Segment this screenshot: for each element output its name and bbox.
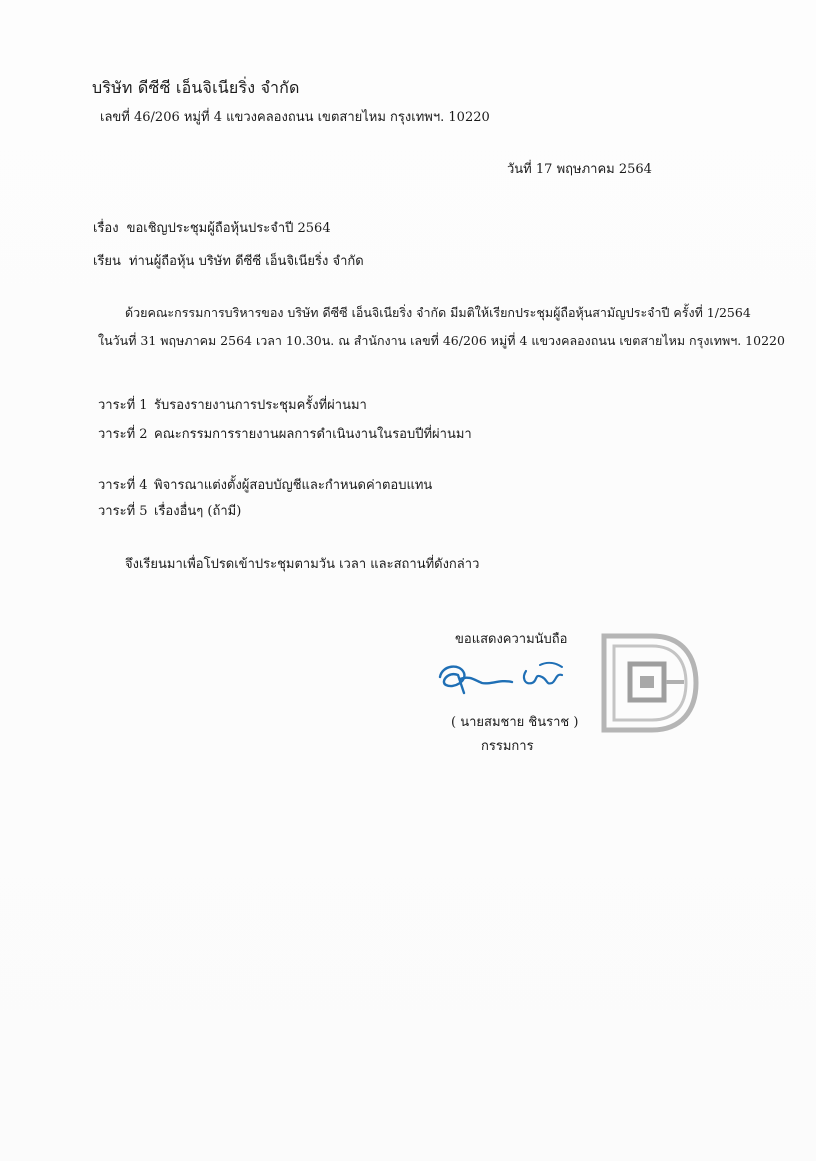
company-address: เลขที่ 46/206 หมู่ที่ 4 แขวงคลองถนน เขตสายไหม กรุงเทพฯ. 10220 [100,110,490,125]
company-name: บริษัท ดีซีซี เอ็นจิเนียริ่ง จำกัด [92,78,300,97]
agenda-item [98,500,241,521]
subject-label: เรื่อง [93,221,119,236]
signer-position: กรรมการ [481,739,534,754]
subject-line [93,217,331,238]
agenda-text: พิจารณาแต่งตั้งผู้สอบบัญชีและกำหนดค่าตอบแทน [154,478,433,493]
subject-text: ขอเชิญประชุมผู้ถือหุ้นประจำปี 2564 [126,221,331,236]
agenda-number: วาระที่ 5 [98,504,148,519]
agenda-item [98,394,367,415]
agenda-item [98,474,432,495]
signer-name: ( นายสมชาย ชินราช ) [451,715,579,730]
letter-date: วันที่ 17 พฤษภาคม 2564 [507,162,652,177]
agenda-number: วาระที่ 4 [98,478,148,493]
signature-image [430,655,570,700]
agenda-number: วาระที่ 2 [98,427,148,442]
salutation-label: เรียน [93,254,121,269]
agenda-text: คณะกรรมการรายงานผลการดำเนินงานในรอบปีที่ผ่านมา [154,427,472,442]
agenda-text: เรื่องอื่นๆ (ถ้ามี) [154,504,242,519]
salutation-line [93,250,364,271]
closing-sentence: จึงเรียนมาเพื่อโปรดเข้าประชุมตามวัน เวลา และสถานที่ดังกล่าว [125,557,480,572]
agenda-item [98,423,472,444]
body-paragraph-line-1: ด้วยคณะกรรมการบริหารของ บริษัท ดีซีซี เอ็นจิเนียริ่ง จำกัด มีมติให้เรียกประชุมผู้ถือหุ้นสามัญประจำปี ครั้งที่ 1/2564 [125,305,751,320]
agenda-text: รับรองรายงานการประชุมครั้งที่ผ่านมา [154,398,367,413]
salutation-text: ท่านผู้ถือหุ้น บริษัท ดีซีซี เอ็นจิเนียริ่ง จำกัด [128,254,364,269]
agenda-number: วาระที่ 1 [98,398,148,413]
regards-text: ขอแสดงความนับถือ [455,632,568,647]
body-paragraph-line-2: ในวันที่ 31 พฤษภาคม 2564 เวลา 10.30น. ณ สำนักงาน เลขที่ 46/206 หมู่ที่ 4 แขวงคลองถนน เขตสายไหม กรุงเทพฯ. 10220 [98,333,785,348]
company-seal-logo [600,632,700,734]
